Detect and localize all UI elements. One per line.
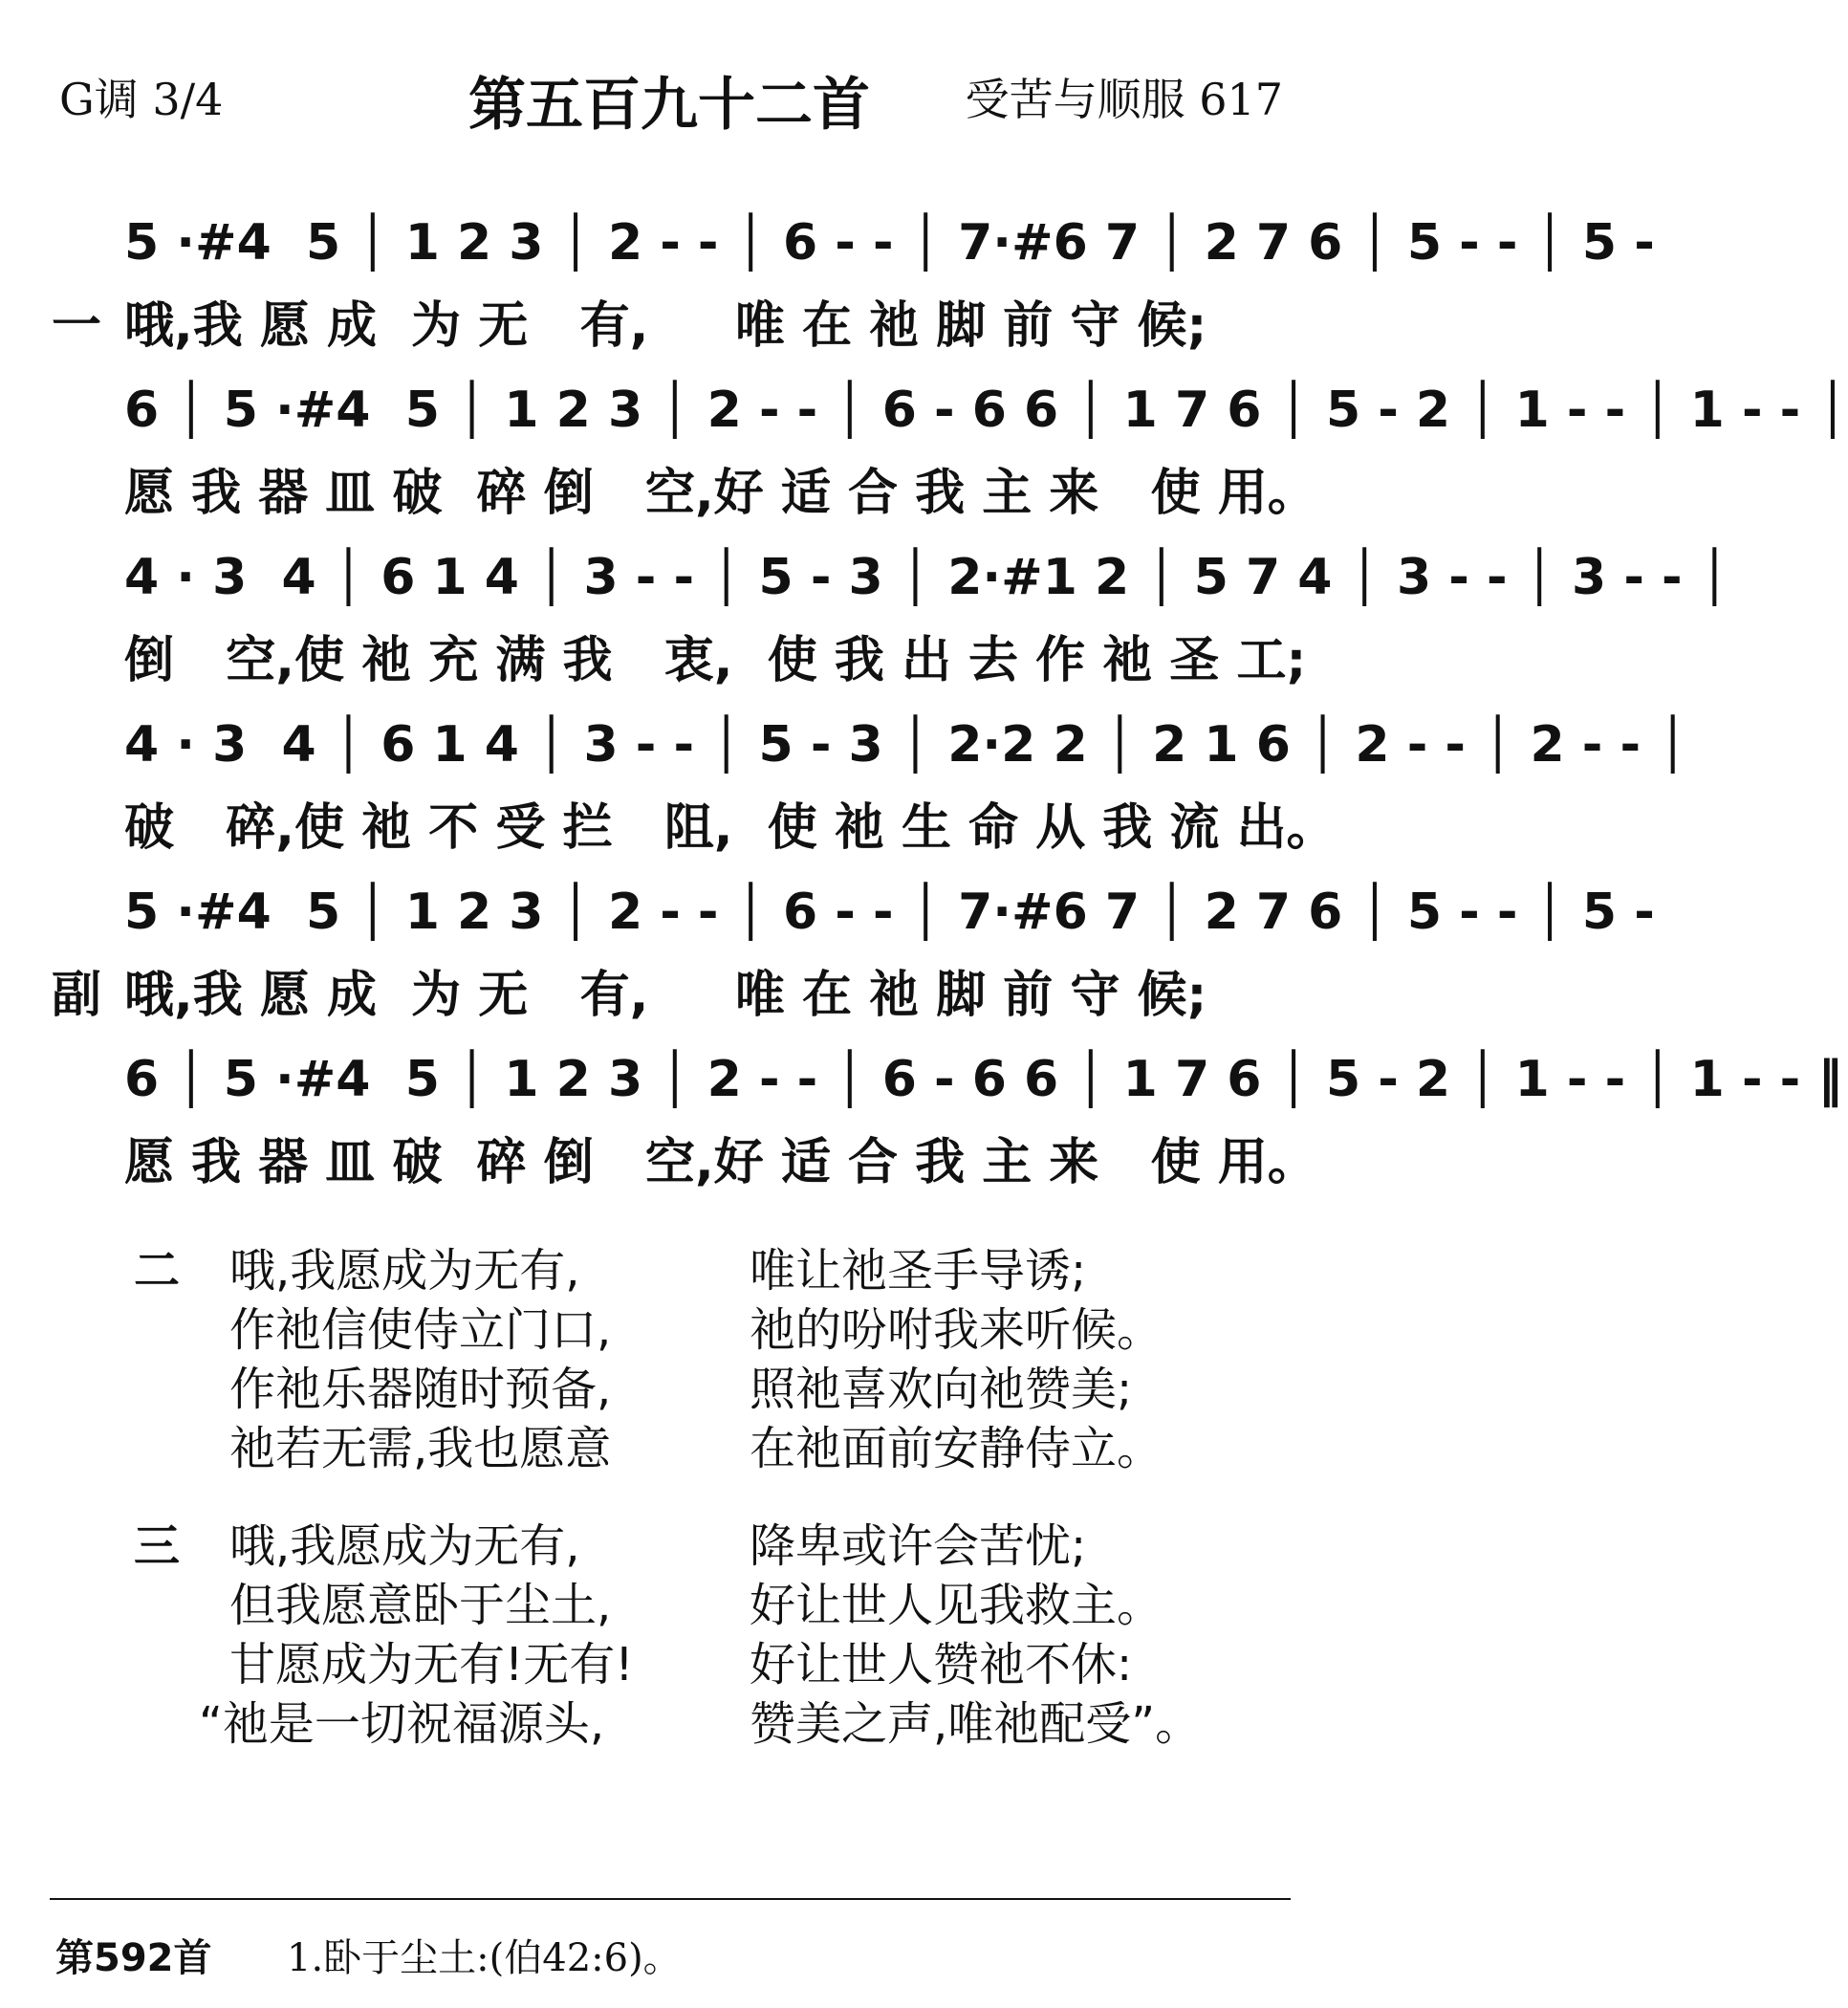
verse-marker: 一 bbox=[52, 297, 102, 355]
score-system-5 bbox=[0, 870, 1655, 1033]
hymn-title: 第五百九十二首 bbox=[468, 72, 870, 139]
verse-line: 哦,我愿成为无有, bbox=[229, 1244, 580, 1298]
footer-divider bbox=[50, 1898, 1291, 1900]
lyrics-line: 破 碎,使 祂 不 受 拦 阻, 使 祂 生 命 从 我 流 出。 bbox=[124, 799, 1337, 857]
verse-marker: 副 bbox=[52, 967, 102, 1024]
score-system-1 bbox=[0, 201, 1655, 363]
verse-line: “祂是一切祝福源头, bbox=[199, 1697, 605, 1751]
verse-line: 好让世人赞祂不休: bbox=[750, 1638, 1133, 1692]
category-and-page-number: 受苦与顺服 617 bbox=[965, 74, 1283, 125]
verse-line: 甘愿成为无有!无有! bbox=[229, 1638, 634, 1692]
lyrics-line: 愿 我 器 皿 破 碎 倒 空,好 适 合 我 主 来 使 用。 bbox=[124, 465, 1317, 522]
lyrics-line: 倒 空,使 祂 充 满 我 衷, 使 我 出 去 作 祂 圣 工; bbox=[124, 632, 1307, 689]
verse-number: 三 bbox=[134, 1519, 181, 1573]
score-system-6 bbox=[0, 1037, 1843, 1200]
verse-line: 作祂乐器随时预备, bbox=[229, 1363, 612, 1416]
footer-reference-note: 1.卧于尘土:(伯42:6)。 bbox=[287, 1936, 682, 1980]
key-and-time-signature: G调 3/4 bbox=[59, 74, 224, 125]
notation-line: 5 ·#4 5 │ 1 2 3 │ 2 - - │ 6 - - │ 7·#6 7 │ 2 7 6 │ 5 - - │ 5 - bbox=[124, 884, 1655, 941]
verse-line: 祂的吩咐我来听候。 bbox=[750, 1303, 1163, 1357]
verse-line: 祂若无需,我也愿意 bbox=[229, 1422, 612, 1475]
notation-line: 5 ·#4 5 │ 1 2 3 │ 2 - - │ 6 - - │ 7·#6 7 │ 2 7 6 │ 5 - - │ 5 - bbox=[124, 214, 1655, 272]
verse-line: 哦,我愿成为无有, bbox=[229, 1519, 580, 1573]
verse-number: 二 bbox=[134, 1244, 181, 1298]
lyrics-line: 愿 我 器 皿 破 碎 倒 空,好 适 合 我 主 来 使 用。 bbox=[124, 1134, 1317, 1191]
verse-line: 唯让祂圣手导诱; bbox=[750, 1244, 1087, 1298]
verse-line: 照祂喜欢向祂赞美; bbox=[750, 1363, 1133, 1416]
score-system-3 bbox=[0, 535, 1730, 698]
notation-line: 6 │ 5 ·#4 5 │ 1 2 3 │ 2 - - │ 6 - 6 6 │ 1 7 6 │ 5 - 2 │ 1 - - │ 1 - - │ bbox=[124, 382, 1848, 439]
lyrics-line: 哦,我 愿 成 为 无 有, 唯 在 祂 脚 前 守 候; bbox=[124, 297, 1207, 355]
score-system-4 bbox=[0, 703, 1688, 865]
notation-line: 4 · 3 4 │ 6 1 4 │ 3 - - │ 5 - 3 │ 2·2 2 │ 2 1 6 │ 2 - - │ 2 - - │ bbox=[124, 716, 1688, 774]
verse-line: 但我愿意卧于尘土, bbox=[229, 1579, 612, 1632]
lyrics-line: 哦,我 愿 成 为 无 有, 唯 在 祂 脚 前 守 候; bbox=[124, 967, 1207, 1024]
footer-hymn-number: 第592首 bbox=[55, 1936, 212, 1980]
verse-line: 在祂面前安静侍立。 bbox=[750, 1422, 1163, 1475]
notation-line: 4 · 3 4 │ 6 1 4 │ 3 - - │ 5 - 3 │ 2·#1 2 │ 5 7 4 │ 3 - - │ 3 - - │ bbox=[124, 549, 1730, 606]
score-system-2 bbox=[0, 368, 1848, 531]
verse-line: 赞美之声,唯祂配受”。 bbox=[750, 1697, 1202, 1751]
verse-line: 好让世人见我救主。 bbox=[750, 1579, 1163, 1632]
notation-line: 6 │ 5 ·#4 5 │ 1 2 3 │ 2 - - │ 6 - 6 6 │ 1 7 6 │ 5 - 2 │ 1 - - │ 1 - - ‖ bbox=[124, 1051, 1843, 1108]
verse-line: 降卑或许会苦忧; bbox=[750, 1519, 1087, 1573]
verse-line: 作祂信使侍立门口, bbox=[229, 1303, 612, 1357]
